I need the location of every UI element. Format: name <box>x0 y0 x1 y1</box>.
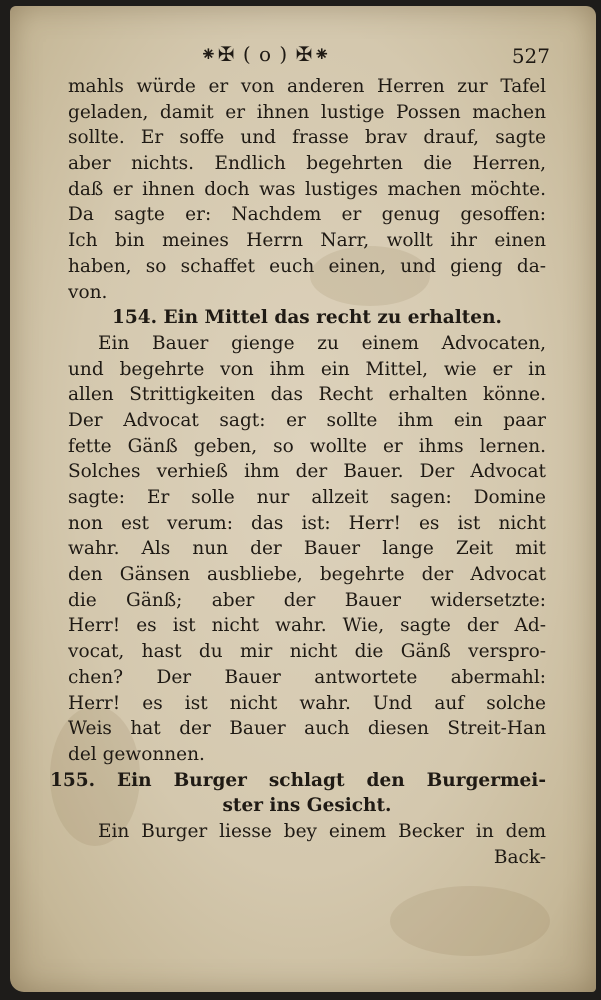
page-text <box>50 74 546 870</box>
text-line: Da sagte er: Nachdem er genug gesoffen: <box>68 204 546 226</box>
text-line: sagte: Er solle nur allzeit sagen: Domine <box>68 487 546 508</box>
section-heading-155: 155. Ein Burger schlagt den Burgermei- <box>50 769 546 791</box>
page-header <box>10 42 596 72</box>
text-line: sollte. Er soffe und frasse brav drauf, sagte <box>68 127 546 149</box>
book-page <box>10 6 596 992</box>
text-line: Ein Bauer gienge zu einem Advocaten, <box>98 332 546 354</box>
section-heading-155-cont: ster ins Gesicht. <box>222 795 392 817</box>
section-heading-154: 154. Ein Mittel das recht zu erhalten. <box>112 307 502 329</box>
text-line: geladen, damit er ihnen lustige Possen machen <box>68 101 546 123</box>
text-line: mahls würde er von anderen Herren zur Tafel <box>68 76 546 97</box>
text-line: chen? Der Bauer antwortete abermahl: <box>68 666 546 688</box>
text-line: Herr! es ist nicht wahr. Und auf solche <box>68 692 546 714</box>
text-line: Ich bin meines Herrn Narr, wollt ihr einen <box>68 230 546 252</box>
paper-stain <box>390 886 550 956</box>
text-line: die Gänß; aber der Bauer widersetzte: <box>68 589 546 611</box>
text-line: allen Strittigkeiten das Recht erhalten könne. <box>68 384 546 406</box>
text-line: den Gänsen ausbliebe, begehrte der Advocat <box>68 564 546 586</box>
text-line: Weis hat der Bauer auch diesen Streit-Han <box>68 718 546 740</box>
text-line: Der Advocat sagt: er sollte ihm ein paar <box>68 409 546 431</box>
text-line: aber nichts. Endlich begehrten die Herren, <box>68 153 546 175</box>
page-number: 527 <box>511 44 550 68</box>
text-line: daß er ihnen doch was lustiges machen möchte. <box>68 178 546 200</box>
text-line: und begehrte von ihm ein Mittel, wie er in <box>68 358 546 380</box>
text-line: wahr. Als nun der Bauer lange Zeit mit <box>68 538 546 560</box>
text-line: del gewonnen. <box>68 743 205 765</box>
text-line: haben, so schaffet euch einen, und gieng da- <box>68 255 546 277</box>
catchword: Back- <box>493 846 546 868</box>
header-ornament: ⁕✠ ( o ) ✠⁕ <box>200 42 332 66</box>
text-line: fette Gänß geben, so wollte er ihms lernen. <box>68 435 546 457</box>
text-line: Solches verhieß ihm der Bauer. Der Advocat <box>68 461 546 483</box>
text-line: von. <box>68 281 108 303</box>
text-line: non est verum: das ist: Herr! es ist nicht <box>68 512 546 534</box>
text-line: Herr! es ist nicht wahr. Wie, sagte der Ad- <box>68 615 546 637</box>
text-line: Ein Burger liesse bey einem Becker in dem <box>98 820 546 842</box>
text-line: vocat, hast du mir nicht die Gänß verspro- <box>68 641 546 663</box>
